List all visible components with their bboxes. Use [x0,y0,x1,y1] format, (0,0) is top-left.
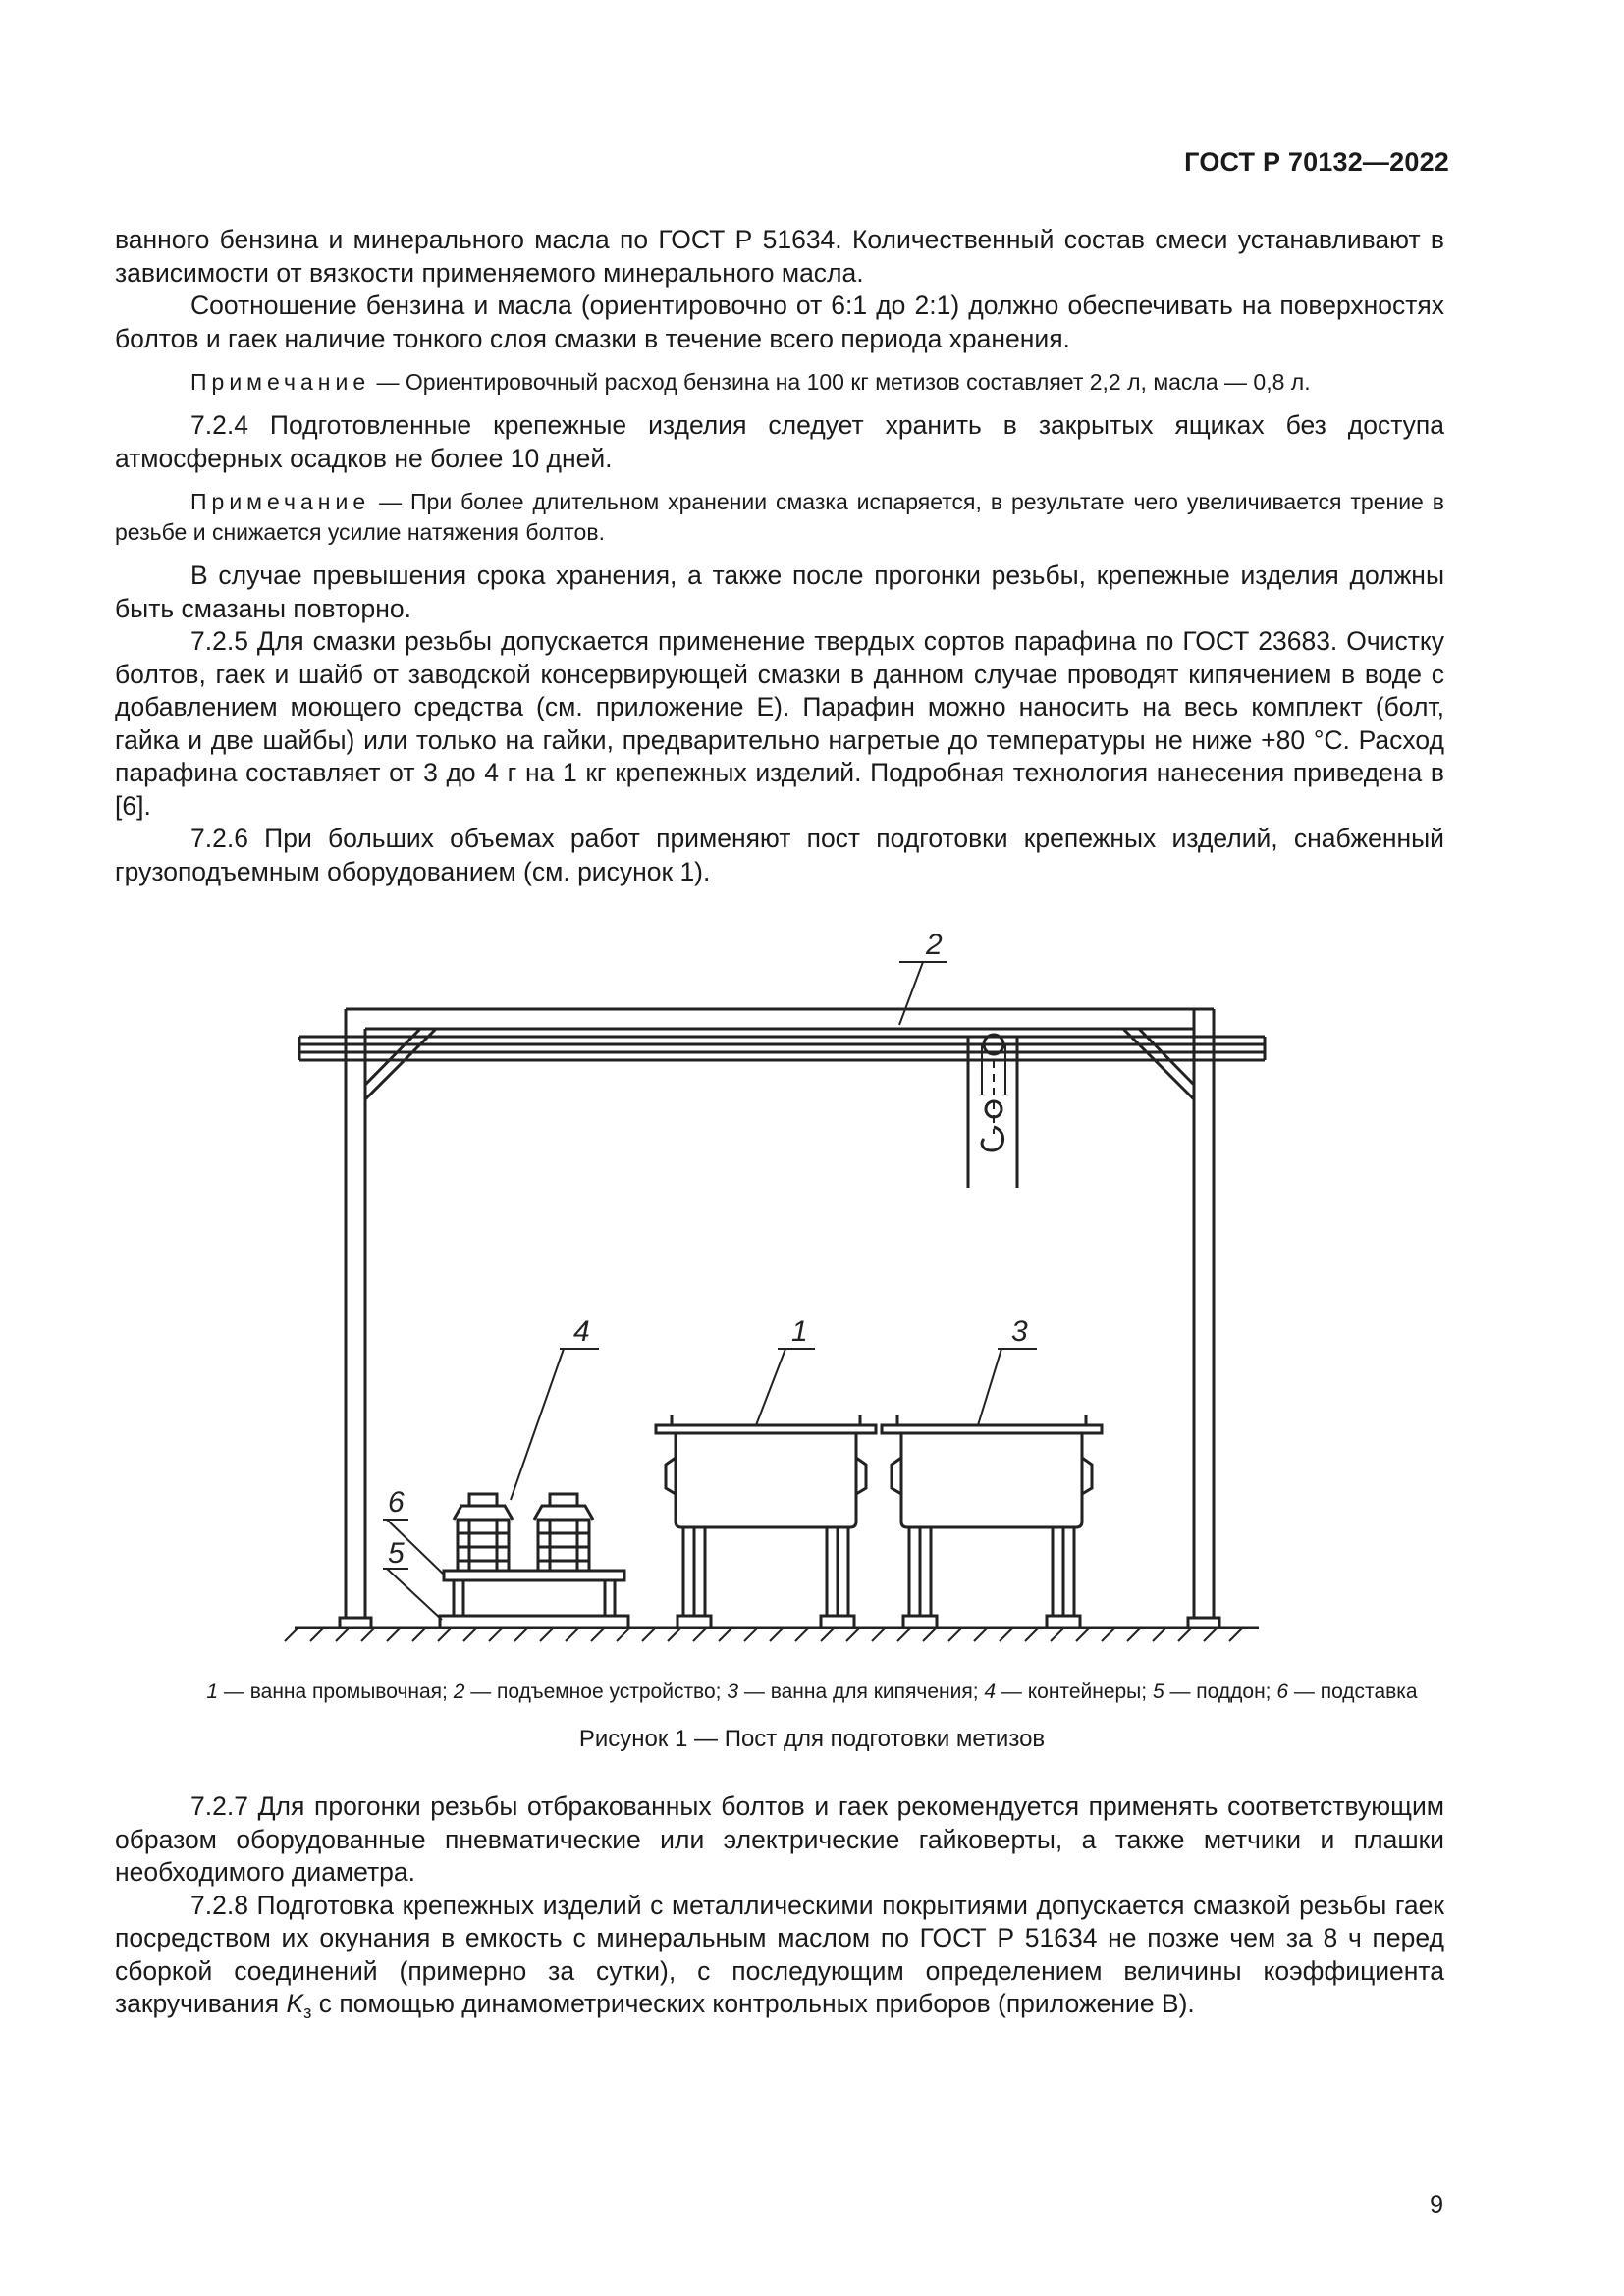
paragraph: 7.2.4 Подготовленные крепежные изделия следует хранить в закрытых ящиках без доступа атмосферных осадков не более 10 дней. [115,410,1444,473]
note-text: — При более длительном хранении смазка испаряется, в результате чего увеличивается трение в резьбе и снижается усилие натяжения болтов. [115,489,1444,545]
note-text: — Ориентировочный расход бензина на 100 кг метизов составляет 2,2 л, масла — 0,8 л. [370,369,1311,395]
note [115,487,1444,548]
label-6: 6 [388,1486,405,1519]
paragraph: Соотношение бензина и масла (ориентировочно от 6:1 до 2:1) должно обеспечивать на поверхностях болтов и гаек наличие тонкого слоя смазки в течение всего периода хранения. [115,291,1444,353]
paragraph: 7.2.6 При больших объемах работ применяют пост подготовки крепежных изделий, снабженный грузоподъемным оборудованием (см. рисунок 1). [115,824,1444,886]
text-block-top [115,224,1444,888]
paragraph: 7.2.8 Подготовка крепежных изделий с металлическими покрытиями допускается смазкой резьбы гаек посредством их окунания в емкость с минеральным маслом по ГОСТ Р 51634 не позже чем за 8 ч перед сборкой соединений (примерно за сутки), с последующим определением величины коэффициента закручивания $K_з$ с помощью динамометрических контрольных приборов (приложение В). [115,1890,1444,2022]
paragraph: В случае превышения срока хранения, а также после прогонки резьбы, крепежные изделия должны быть смазаны повторно. [115,561,1444,623]
label-4: 4 [573,1315,590,1348]
containers [454,1494,593,1571]
label-3: 3 [1011,1315,1028,1348]
figure-legend: 1 — ванна промывочная; 2 — подъемное устройство; 3 — ванна для кипячения; 4 — контейнеры; 5 — поддон; 6 — подставка [206,1681,1418,1703]
boiling-bath [882,1415,1102,1628]
note-label: Примечание [190,369,371,395]
text-block-bottom [115,1790,1444,2030]
note-label: Примечание [190,489,371,514]
hoist [968,1035,1017,1188]
coefficient-subscript: з [303,2002,312,2022]
label-2: 2 [926,929,943,961]
page-number: 9 [1430,2191,1443,2218]
paragraph: 7.2.5 Для смазки резьбы допускается применение твердых сортов парафина по ГОСТ 23683. Очистку болтов, гаек и шайб от заводской консервирующей смазки в данном случае проводят кипячением в воде с добавлением моющего средства (см. приложение Е). Парафин можно наносить на весь комплект (болт, гайка и две шайбы) или только на гайки, предварительно нагретые до температуры не ниже +80 °С. Расход парафина составляет от 3 до 4 г на 1 кг крепежных изделий. Подробная технология нанесения приведена в [6]. [115,626,1444,821]
label-1: 1 [791,1315,808,1348]
wash-bath [656,1415,876,1628]
figure-labels [388,929,1028,1570]
note [115,367,1444,398]
coefficient-symbol: K [286,1989,304,2018]
standard-header: ГОСТ Р 70132—2022 [1184,147,1449,177]
paragraph: 7.2.7 Для прогонки резьбы отбракованных болтов и гаек рекомендуется применять соответствующим образом оборудованные пневматические или электрические гайковерты, а также метчики и плашки необходимого диаметра. [115,1791,1444,1887]
figure-drawing [0,923,1624,1669]
figure-caption: Рисунок 1 — Пост для подготовки метизов [578,1726,1046,1752]
ground-hatching [285,1628,1243,1641]
paragraph: ванного бензина и минерального масла по ГОСТ Р 51634. Количественный состав смеси устанавливают в зависимости от вязкости применяемого минерального масла. [115,225,1444,288]
crane-rail [299,1037,1265,1060]
label-5: 5 [388,1537,405,1570]
pallet-and-stand [440,1571,628,1628]
